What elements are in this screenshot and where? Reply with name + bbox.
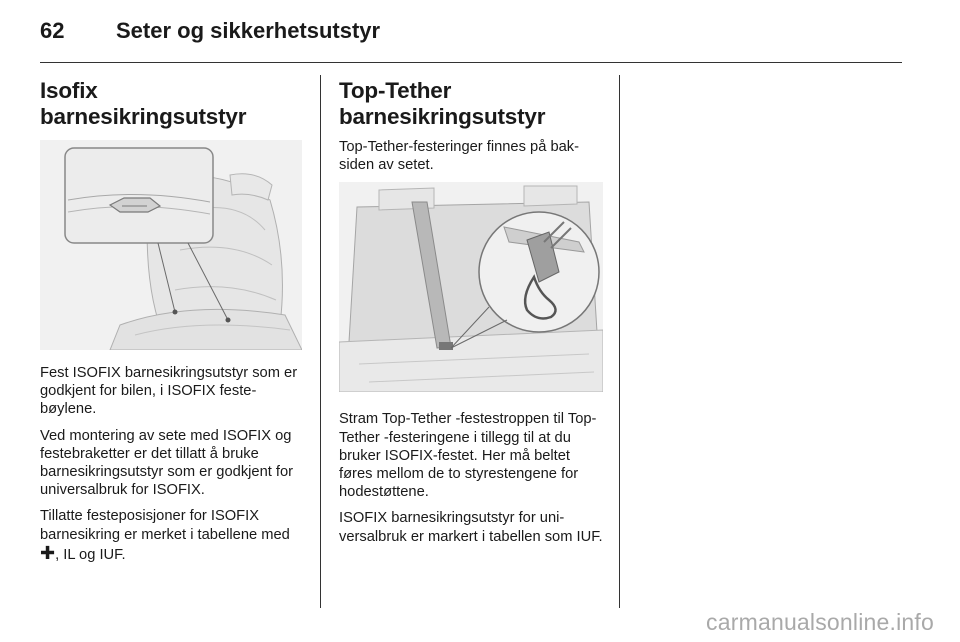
plus-icon: ✚: [40, 542, 56, 563]
page-number: 62: [40, 18, 65, 43]
top-tether-intro: Top-Tether-festeringer finnes på baksiden av setet.: [339, 139, 580, 174]
column-divider-right: [619, 75, 620, 608]
isofix-paragraph-3: [40, 507, 302, 564]
isofix-heading: Isofix barnesikringsutstyr: [40, 78, 247, 129]
top-tether-paragraph-1: Stram Top-Tether -festestroppen til Top-Tether -festeringene i tillegg til at du bruker ISOFIX-festet. Her må beltet føres mellom de to styrestengene for hodestøttene.: [339, 411, 597, 501]
isofix-paragraph-3-tail: , IL og IUF.: [55, 546, 126, 563]
left-column: [40, 78, 302, 572]
chapter-title: Seter og sikkerhetsutstyr: [116, 18, 381, 43]
top-tether-paragraph-2: ISOFIX barnesikringsutstyr for universalbruk er markert i tabellen som IUF.: [339, 510, 603, 545]
top-tether-heading-line2: barnesikringsutstyr: [339, 104, 546, 129]
isofix-seat-anchor-illustration: [40, 140, 302, 350]
top-tether-heading: [339, 78, 603, 130]
header-divider: [40, 62, 902, 63]
watermark: carmanualsonline.info: [706, 609, 934, 635]
column-divider-left: [320, 75, 321, 608]
isofix-paragraph-2: Ved montering av sete med ISOFIX og festebraketter er det tillatt å bruke barnesikringsutstyr som er godkjent for universalbruk for ISOFIX.: [40, 427, 294, 499]
isofix-paragraph-3-text: Tillatte festeposisjoner for ISOFIX barnesikring er merket i tabellene med: [40, 508, 290, 543]
top-tether-anchor-illustration: [339, 182, 603, 392]
isofix-paragraph-1: Fest ISOFIX barnesikringsutstyr som er godkjent for bilen, i ISOFIX festebøylene.: [40, 365, 298, 418]
right-column: [339, 78, 603, 554]
top-tether-heading-line1: Top-Tether: [339, 78, 452, 103]
